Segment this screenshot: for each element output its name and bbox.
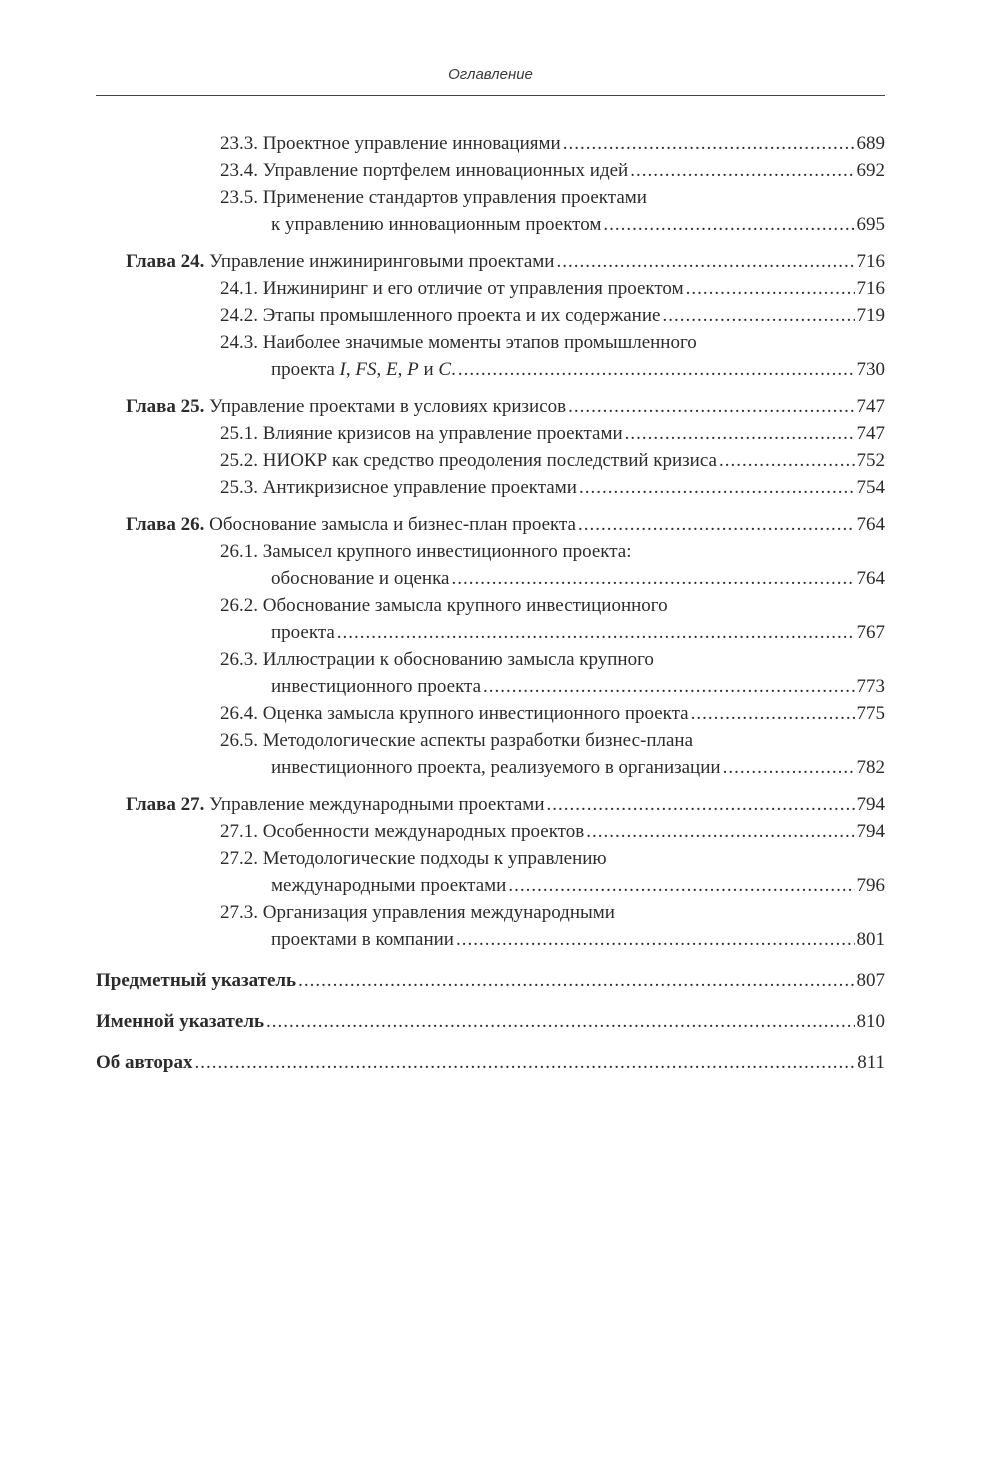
- toc-page-number: 716: [856, 278, 885, 299]
- toc-entry-text: 24.3. Наиболее значимые моменты этапов промышленного: [220, 332, 697, 353]
- leader-dots: [603, 211, 854, 238]
- toc-entry-23-4[interactable]: [96, 157, 885, 184]
- chapter-title: Управление инжиниринговыми проектами: [209, 251, 555, 272]
- toc-entry-27-3[interactable]: [96, 899, 885, 926]
- toc-entry-27-2[interactable]: [96, 845, 885, 872]
- chapter-title: Управление проектами в условиях кризисов: [209, 396, 567, 417]
- leader-dots: [568, 393, 854, 420]
- toc-entry-27-2-cont[interactable]: [96, 872, 885, 899]
- toc-entry-26-5-cont[interactable]: [96, 754, 885, 781]
- leader-dots: [686, 275, 855, 302]
- toc-entry-text: 25.3. Антикризисное управление проектами: [220, 477, 577, 498]
- toc-entry-26-2-cont[interactable]: [96, 619, 885, 646]
- leader-dots: [691, 700, 855, 727]
- toc-entry-27-3-cont[interactable]: [96, 926, 885, 953]
- toc-page-number: 782: [856, 757, 885, 778]
- toc-page-number: 794: [856, 794, 885, 815]
- toc-page-number: 810: [856, 1011, 885, 1032]
- header-rule: [96, 95, 885, 96]
- toc-entry-26-3-cont[interactable]: [96, 673, 885, 700]
- leader-dots: [456, 926, 855, 953]
- toc-chapter-24-heading[interactable]: [96, 248, 885, 275]
- chapter-title: Обоснование замысла и бизнес-план проекта: [209, 514, 576, 535]
- toc-entry-text: Предметный указатель: [96, 970, 297, 991]
- table-of-contents: [96, 130, 885, 1090]
- leader-dots: [723, 754, 855, 781]
- chapter-label: Глава 24.: [126, 251, 205, 272]
- leader-dots: [337, 619, 855, 646]
- toc-entry-26-1-cont[interactable]: [96, 565, 885, 592]
- toc-about-authors[interactable]: [96, 1049, 885, 1076]
- toc-page-number: 807: [856, 970, 885, 991]
- toc-entry-26-1[interactable]: [96, 538, 885, 565]
- toc-page-number: 730: [856, 359, 885, 380]
- toc-chapter-24: [96, 248, 885, 383]
- toc-entry-text: 25.2. НИОКР как средство преодоления последствий кризиса: [220, 450, 717, 471]
- toc-subject-index[interactable]: [96, 967, 885, 994]
- toc-entry-text: 27.2. Методологические подходы к управлению: [220, 848, 607, 869]
- toc-entry-text: обоснование и оценка: [271, 568, 450, 589]
- toc-page-number: 695: [856, 214, 885, 235]
- toc-entry-text: 23.3. Проектное управление инновациями: [220, 133, 561, 154]
- toc-chapter-26: [96, 511, 885, 781]
- toc-entry-text: проектами в компании: [271, 929, 454, 950]
- leader-dots: [556, 248, 854, 275]
- toc-entry-text: международными проектами: [271, 875, 507, 896]
- toc-chapter-27-heading[interactable]: [96, 791, 885, 818]
- toc-chapter-26-heading[interactable]: [96, 511, 885, 538]
- toc-page-number: 692: [856, 160, 885, 181]
- leader-dots: [546, 791, 854, 818]
- chapter-label: Глава 25.: [126, 396, 205, 417]
- toc-entry-text: 26.3. Иллюстрации к обоснованию замысла крупного: [220, 649, 654, 670]
- toc-entry-24-3-cont[interactable]: [96, 356, 885, 383]
- toc-page-number: 747: [856, 396, 885, 417]
- toc-entry-text: Именной указатель: [96, 1011, 265, 1032]
- toc-page-number: 754: [856, 477, 885, 498]
- chapter-label: Глава 27.: [126, 794, 205, 815]
- leader-dots: [563, 130, 855, 157]
- toc-chapter-25-heading[interactable]: [96, 393, 885, 420]
- toc-entry-text: 23.4. Управление портфелем инновационных идей: [220, 160, 629, 181]
- toc-entry-24-1[interactable]: [96, 275, 885, 302]
- toc-entry-text: 26.1. Замысел крупного инвестиционного проекта:: [220, 541, 632, 562]
- toc-entry-text: 27.1. Особенности международных проектов: [220, 821, 585, 842]
- leader-dots: [579, 474, 855, 501]
- leader-dots: [458, 356, 855, 383]
- leader-dots: [508, 872, 854, 899]
- toc-entry-25-1[interactable]: [96, 420, 885, 447]
- toc-page-number: 764: [856, 514, 885, 535]
- toc-section-23: [96, 130, 885, 238]
- leader-dots: [586, 818, 854, 845]
- toc-entry-26-4[interactable]: [96, 700, 885, 727]
- leader-dots: [266, 1008, 854, 1035]
- toc-page-number: 752: [856, 450, 885, 471]
- toc-entry-23-5-cont[interactable]: [96, 211, 885, 238]
- toc-page-number: 767: [856, 622, 885, 643]
- toc-page-number: 764: [856, 568, 885, 589]
- toc-page-number: 801: [856, 929, 885, 950]
- toc-entry-24-2[interactable]: [96, 302, 885, 329]
- toc-entry-text: 25.1. Влияние кризисов на управление проектами: [220, 423, 623, 444]
- toc-entry-text: проекта I, FS, E, P и C.: [271, 359, 456, 380]
- toc-page-number: 794: [856, 821, 885, 842]
- toc-entry-text: к управлению инновационным проектом: [271, 214, 602, 235]
- toc-entry-23-3[interactable]: [96, 130, 885, 157]
- leader-dots: [630, 157, 854, 184]
- leader-dots: [451, 565, 854, 592]
- toc-entry-text: 26.4. Оценка замысла крупного инвестиционного проекта: [220, 703, 689, 724]
- toc-entry-26-2[interactable]: [96, 592, 885, 619]
- toc-entry-26-5[interactable]: [96, 727, 885, 754]
- toc-entry-23-5[interactable]: [96, 184, 885, 211]
- leader-dots: [298, 967, 854, 994]
- toc-entry-text: инвестиционного проекта: [271, 676, 482, 697]
- toc-page-number: 747: [856, 423, 885, 444]
- toc-entry-27-1[interactable]: [96, 818, 885, 845]
- leader-dots: [578, 511, 855, 538]
- toc-page-number: 775: [856, 703, 885, 724]
- toc-entry-text: Об авторах: [96, 1052, 193, 1073]
- toc-entry-text: инвестиционного проекта, реализуемого в организации: [271, 757, 721, 778]
- leader-dots: [194, 1049, 855, 1076]
- running-title: Оглавление: [448, 66, 533, 83]
- leader-dots: [662, 302, 854, 329]
- toc-page-number: 716: [856, 251, 885, 272]
- toc-entry-text: проекта: [271, 622, 335, 643]
- toc-entry-text: 23.5. Применение стандартов управления проектами: [220, 187, 647, 208]
- toc-entry-text: 24.2. Этапы промышленного проекта и их содержание: [220, 305, 661, 326]
- toc-page-number: 811: [857, 1052, 885, 1073]
- toc-entry-text: 26.5. Методологические аспекты разработки бизнес-плана: [220, 730, 694, 751]
- toc-page-number: 719: [856, 305, 885, 326]
- toc-page-number: 689: [856, 133, 885, 154]
- toc-name-index[interactable]: [96, 1008, 885, 1035]
- toc-entry-text: 27.3. Организация управления международными: [220, 902, 615, 923]
- toc-entry-26-3[interactable]: [96, 646, 885, 673]
- toc-chapter-25: [96, 393, 885, 501]
- leader-dots: [625, 420, 855, 447]
- toc-chapter-27: [96, 791, 885, 953]
- leader-dots: [719, 447, 855, 474]
- chapter-label: Глава 26.: [126, 514, 205, 535]
- toc-page-number: 796: [856, 875, 885, 896]
- toc-page-number: 773: [856, 676, 885, 697]
- leader-dots: [483, 673, 854, 700]
- toc-entry-24-3[interactable]: [96, 329, 885, 356]
- toc-entry-25-2[interactable]: [96, 447, 885, 474]
- chapter-title: Управление международными проектами: [209, 794, 545, 815]
- toc-entry-text: 24.1. Инжиниринг и его отличие от управления проектом: [220, 278, 684, 299]
- toc-entry-25-3[interactable]: [96, 474, 885, 501]
- toc-entry-text: 26.2. Обоснование замысла крупного инвестиционного: [220, 595, 668, 616]
